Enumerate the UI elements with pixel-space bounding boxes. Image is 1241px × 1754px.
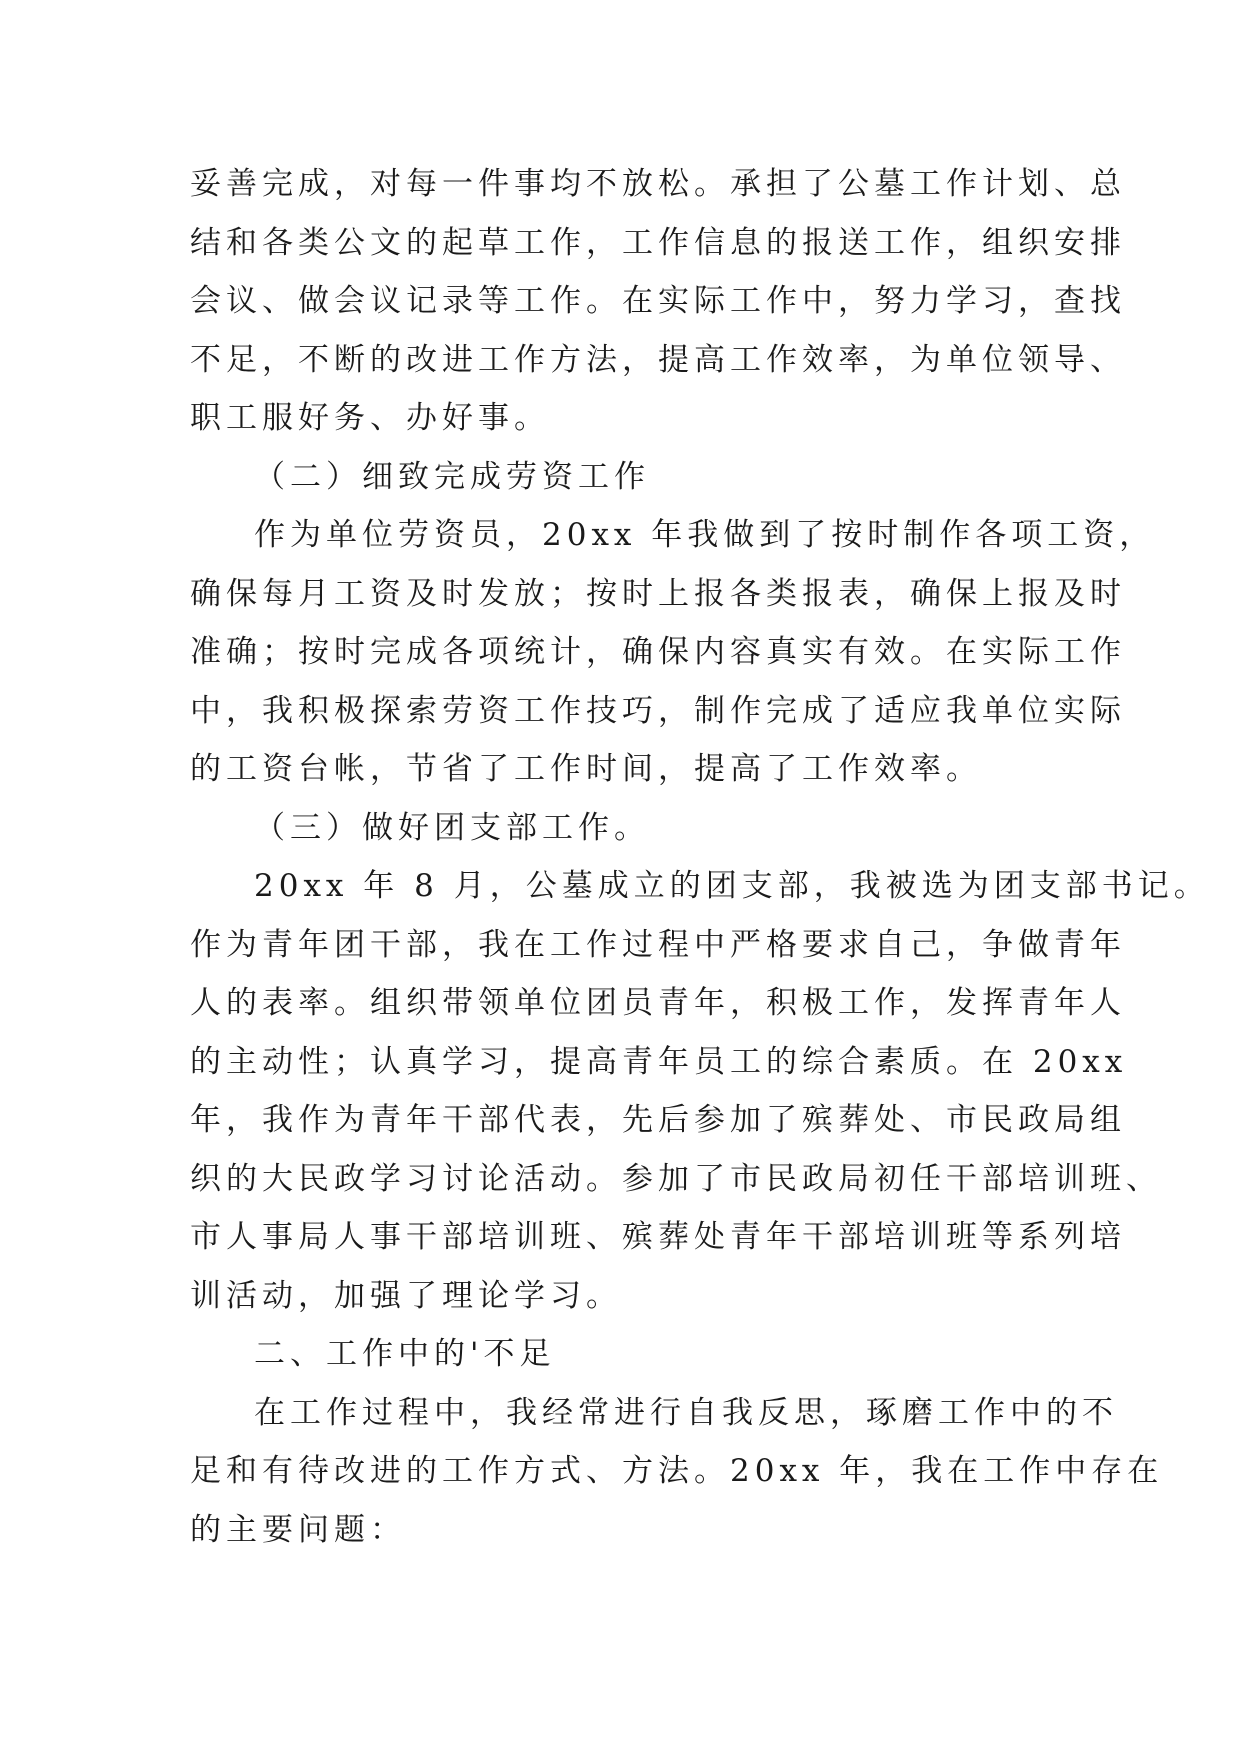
section-heading: （二）细致完成劳资工作	[254, 458, 650, 495]
text-line: 训活动，加强了理论学习。	[190, 1277, 622, 1314]
text-line: 的主动性；认真学习，提高青年员工的综合素质。在 20xx	[190, 1043, 1128, 1080]
text-line: 准确；按时完成各项统计，确保内容真实有效。在实际工作	[190, 634, 1126, 670]
text-line: 20xx 年 8 月，公墓成立的团支部，我被选为团支部书记。	[254, 868, 1210, 904]
text-line: 作为单位劳资员，20xx 年我做到了按时制作各项工资，	[254, 517, 1156, 553]
section-heading: 二、工作中的'不足	[254, 1336, 556, 1372]
text-line: 确保每月工资及时发放；按时上报各类报表，确保上报及时	[190, 575, 1126, 612]
text-line: 市人事局人事干部培训班、殡葬处青年干部培训班等系列培	[190, 1219, 1126, 1255]
text-line: 人的表率。组织带领单位团员青年，积极工作，发挥青年人	[190, 985, 1126, 1021]
text-line: 在工作过程中，我经常进行自我反思，琢磨工作中的不	[254, 1394, 1118, 1431]
text-line: 会议、做会议记录等工作。在实际工作中，努力学习，查找	[190, 283, 1126, 319]
text-line: 的工资台帐，节省了工作时间，提高了工作效率。	[190, 751, 982, 787]
text-line: 结和各类公文的起草工作，工作信息的报送工作，组织安排	[190, 224, 1126, 261]
text-line: 妥善完成，对每一件事均不放松。承担了公墓工作计划、总	[190, 166, 1126, 202]
text-line: 职工服好务、办好事。	[190, 400, 550, 436]
text-line: 年，我作为青年干部代表，先后参加了殡葬处、市民政局组	[190, 1102, 1126, 1138]
text-line: 足和有待改进的工作方式、方法。20xx 年，我在工作中存在	[190, 1453, 1164, 1489]
document-body	[190, 155, 1210, 1559]
text-line: 中，我积极探索劳资工作技巧，制作完成了适应我单位实际	[190, 692, 1126, 729]
text-line: 织的大民政学习讨论活动。参加了市民政局初任干部培训班、	[190, 1160, 1162, 1197]
section-heading: （三）做好团支部工作。	[254, 809, 650, 846]
text-line: 不足，不断的改进工作方法，提高工作效率，为单位领导、	[190, 341, 1126, 378]
text-line: 作为青年团干部，我在工作过程中严格要求自己，争做青年	[190, 926, 1126, 963]
text-line: 的主要问题：	[190, 1511, 406, 1548]
